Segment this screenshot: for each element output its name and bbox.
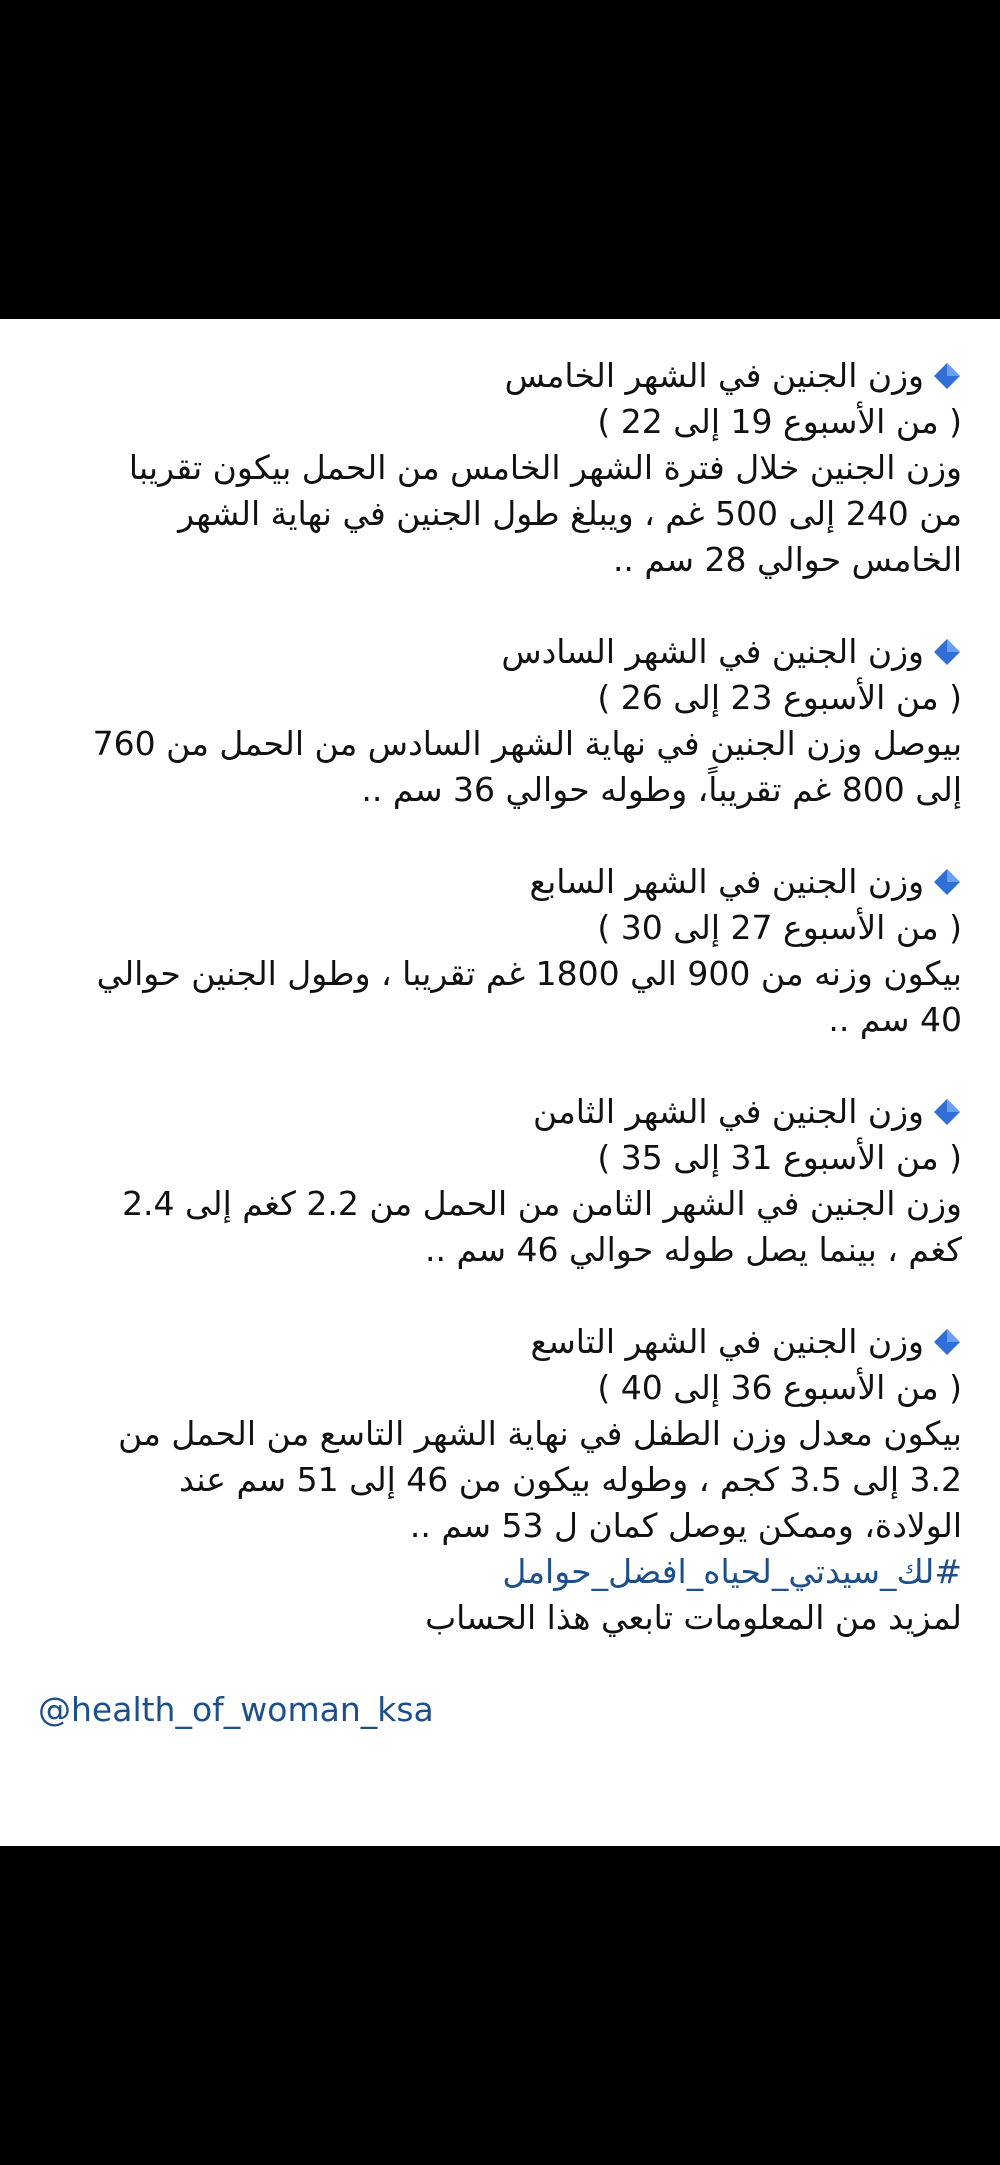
follow-text: لمزيد من المعلومات تابعي هذا الحساب: [425, 1598, 962, 1637]
section-body-line: 40 سم ..: [828, 1000, 962, 1039]
bottom-black-area: [0, 1846, 1000, 2165]
post-text: [38, 353, 962, 1641]
section-heading-text: وزن الجنين في الشهر الخامس: [504, 356, 924, 395]
section-body-line: وزن الجنين خلال فترة الشهر الخامس من الحمل بيكون تقريبا: [128, 448, 962, 487]
section-month-5: [38, 353, 962, 583]
blue-diamond-icon: [932, 361, 962, 391]
section-weeks: ( من الأسبوع 27 إلى 30 ): [597, 908, 962, 947]
section-body-line: بيكون وزنه من 900 الي 1800 غم تقريبا ، وطول الجنين حوالي: [96, 954, 962, 993]
section-heading-text: وزن الجنين في الشهر السابع: [529, 862, 924, 901]
section-heading: [38, 1089, 962, 1135]
section-month-7: [38, 859, 962, 1043]
section-weeks: ( من الأسبوع 31 إلى 35 ): [597, 1138, 962, 1177]
section-heading: [38, 353, 962, 399]
section-body-line: بيكون معدل وزن الطفل في نهاية الشهر التاسع من الحمل من: [118, 1414, 962, 1453]
section-heading: [38, 629, 962, 675]
section-weeks: ( من الأسبوع 36 إلى 40 ): [597, 1368, 962, 1407]
section-weeks: ( من الأسبوع 19 إلى 22 ): [597, 402, 962, 441]
section-month-6: [38, 629, 962, 813]
blue-diamond-icon: [932, 1097, 962, 1127]
account-handle-link[interactable]: @health_of_woman_ksa: [38, 1690, 434, 1729]
section-heading-text: وزن الجنين في الشهر التاسع: [530, 1322, 924, 1361]
section-heading: [38, 1319, 962, 1365]
section-body-line: كغم ، بينما يصل طوله حوالي 46 سم ..: [424, 1230, 962, 1269]
section-body-line: إلى 800 غم تقريباً، وطوله حوالي 36 سم ..: [361, 770, 962, 809]
section-heading-text: وزن الجنين في الشهر الثامن: [532, 1092, 924, 1131]
section-body-line: الولادة، وممكن يوصل كمان ل 53 سم ..: [409, 1506, 962, 1545]
section-month-9: [38, 1319, 962, 1549]
section-body-line: وزن الجنين في الشهر الثامن من الحمل من 2.2 كغم إلى 2.4: [122, 1184, 962, 1223]
hashtag-link[interactable]: #لك_سيدتي_لحياه_افضل_حوامل: [502, 1552, 962, 1591]
section-body-line: الخامس حوالي 28 سم ..: [612, 540, 962, 579]
section-heading: [38, 859, 962, 905]
section-body-line: من 240 إلى 500 غم ، ويبلغ طول الجنين في نهاية الشهر: [178, 494, 962, 533]
section-body-line: بيوصل وزن الجنين في نهاية الشهر السادس من الحمل من 760: [92, 724, 962, 763]
top-black-area: [0, 0, 1000, 319]
blue-diamond-icon: [932, 867, 962, 897]
section-body-line: 3.2 إلى 3.5 كجم ، وطوله بيكون من 46 إلى 51 سم عند: [179, 1460, 962, 1499]
section-weeks: ( من الأسبوع 23 إلى 26 ): [597, 678, 962, 717]
section-heading-text: وزن الجنين في الشهر السادس: [501, 632, 924, 671]
post-text-card: [0, 319, 1000, 1846]
blue-diamond-icon: [932, 637, 962, 667]
section-month-8: [38, 1089, 962, 1273]
blue-diamond-icon: [932, 1327, 962, 1357]
